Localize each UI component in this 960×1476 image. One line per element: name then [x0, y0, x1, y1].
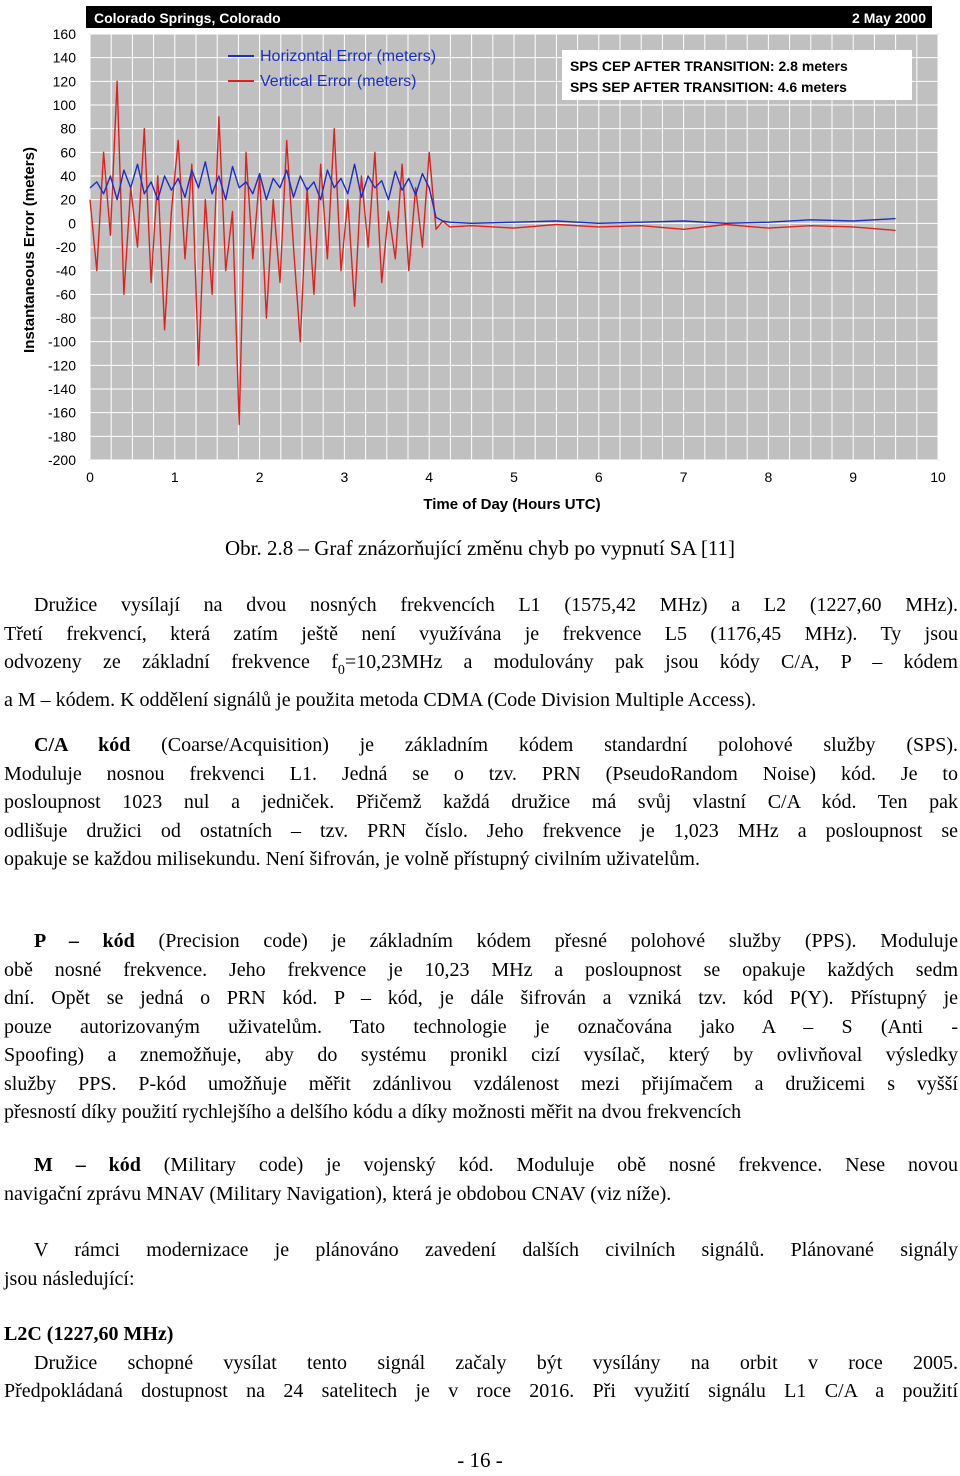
p3-line-7: přesností díky použití rychlejšího a delšího kódu a díky možnosti měřit na dvou frekvencích [4, 1101, 742, 1123]
y-tick-label: 80 [60, 120, 76, 137]
p3-line-2: obě nosné frekvence. Jeho frekvence je 10,23 MHz a posloupnost se opakuje každých sedm [4, 958, 958, 981]
p6-line-1: Družice schopné vysílat tento signál začaly být vysílány na orbit v roce 2005. [34, 1351, 958, 1374]
p4-line-1-text: (Military code) je vojenský kód. Moduluje obě nosné frekvence. Nese novou [140, 1154, 958, 1176]
p2-line-5: opakuje se každou milisekundu. Není šifrován, je volně přístupný civilním uživatelům. [4, 848, 700, 870]
x-tick-label: 2 [255, 469, 264, 485]
x-tick-label: 0 [86, 469, 94, 485]
paragraph-ca-code [4, 731, 958, 874]
y-tick-label: -80 [55, 310, 76, 326]
paragraph-p-code [4, 927, 958, 1127]
p1-line-3 [4, 648, 958, 677]
legend-vertical: Vertical Error (meters) [260, 73, 417, 90]
y-tick-label: -180 [47, 428, 76, 445]
p1-line-4: a M – kódem. K oddělení signálů je použita metoda CDMA (Code Division Multiple Access). [4, 688, 757, 711]
y-tick-label: -160 [47, 404, 76, 421]
p3-line-3: dní. Opět se jedná o PRN kód. P – kód, je dále šifrován a vzniká tzv. kód P(Y). Přístupný je [4, 987, 958, 1009]
y-tick-label: 20 [60, 191, 76, 208]
y-tick-label: -40 [55, 262, 76, 279]
p3-line-1 [4, 927, 958, 956]
annotation-sep: SPS SEP AFTER TRANSITION: 4.6 meters [570, 79, 847, 95]
p3-line-4: pouze autorizovaným uživatelům. Tato technologie je označována jako A – S (Anti - [4, 1015, 958, 1038]
p2-line-2: Moduluje nosnou frekvenci L1. Jedná se o tzv. PRN (PseudoRandom Noise) kód. Je to [4, 762, 958, 785]
x-tick-label: 9 [849, 469, 858, 485]
x-tick-label: 3 [340, 469, 349, 485]
paragraph-m-code [4, 1151, 958, 1208]
x-tick-label: 7 [679, 469, 688, 485]
y-tick-label: 120 [52, 73, 76, 90]
p5-line-1: V rámci modernizace je plánováno zavedení dalších civilních signálů. Plánované signály [34, 1239, 958, 1261]
p1-line-3b: =10,23MHz a modulovány pak jsou kódy C/A, P – kódem [344, 651, 958, 673]
p2-line-1-text: (Coarse/Acquisition) je základním kódem standardní polohové služby (SPS). [130, 734, 959, 756]
y-tick-label: -20 [55, 239, 76, 255]
y-tick-label: 160 [52, 26, 76, 42]
page-number: - 16 - [457, 1448, 503, 1472]
p5-line-2: jsou následující: [4, 1267, 135, 1290]
y-tick-labels [48, 26, 76, 468]
x-tick-label: 6 [594, 469, 603, 485]
p1-line-1: Družice vysílají na dvou nosných frekvencích L1 (1575,42 MHz) a L2 (1227,60 MHz). [34, 594, 958, 616]
paragraph-modernization [4, 1236, 958, 1293]
p1-line-2: Třetí frekvencí, která zatím ještě není využívána je frekvence L5 (1176,45 MHz). Ty jsou [4, 622, 958, 645]
y-tick-label: -60 [55, 286, 76, 303]
p3-line-6: služby PPS. P-kód umožňuje měřit zdánlivou vzdálenost mezi přijímačem a družicemi s vyšší [4, 1072, 958, 1095]
p2-line-4: odlišuje družici od ostatních – tzv. PRN číslo. Jeho frekvence je 1,023 MHz a posloupnost se [4, 819, 958, 842]
ca-code-term: C/A kód [34, 734, 131, 756]
x-tick-label: 8 [764, 469, 773, 485]
l2c-heading: L2C (1227,60 MHz) [4, 1323, 174, 1345]
error-chart [0, 0, 960, 520]
paragraph-frequencies [4, 591, 958, 714]
x-tick-label: 5 [510, 469, 518, 485]
p1-subscript: 0 [337, 663, 345, 678]
y-tick-label: -140 [47, 381, 76, 397]
y-tick-label: 100 [52, 97, 76, 113]
y-tick-label: -120 [47, 357, 76, 374]
y-tick-label: 0 [68, 215, 76, 232]
y-tick-label: 60 [60, 144, 76, 161]
y-axis-label: Instantaneous Error (meters) [21, 147, 38, 353]
annotation-cep: SPS CEP AFTER TRANSITION: 2.8 meters [570, 58, 848, 74]
p3-line-5: Spoofing) a znemožňuje, aby do systému pronikl cizí vysílač, který by ovlivňoval výsledky [4, 1044, 958, 1066]
p-code-term: P – kód [34, 930, 135, 952]
y-tick-label: 40 [60, 168, 76, 184]
p2-line-3: posloupnost 1023 nul a jedniček. Přičemž každá družice má svůj vlastní C/A kód. Ten pak [4, 791, 958, 813]
y-tick-label: 140 [52, 49, 76, 66]
section-l2c [4, 1320, 958, 1406]
chart-date: 2 May 2000 [852, 10, 926, 26]
p4-line-2: navigační zprávu MNAV (Military Navigation), která je obdobou CNAV (viz níže). [4, 1182, 672, 1205]
p4-line-1 [4, 1151, 958, 1180]
p3-line-1-text: (Precision code) je základním kódem přesné polohové služby (PPS). Moduluje [134, 930, 958, 952]
x-tick-label: 1 [170, 469, 179, 485]
y-tick-label: -100 [47, 333, 76, 350]
x-tick-label: 4 [425, 469, 434, 485]
x-tick-label: 10 [930, 469, 946, 485]
legend-horizontal: Horizontal Error (meters) [260, 48, 437, 65]
p2-line-1 [4, 731, 958, 760]
y-tick-label: -200 [47, 452, 76, 468]
figure-caption: Obr. 2.8 – Graf znázorňující změnu chyb po vypnutí SA [11] [224, 536, 736, 560]
x-axis-label: Time of Day (Hours UTC) [423, 496, 601, 513]
p6-line-2: Předpokládaná dostupnost na 24 satelitech je v roce 2016. Při využití signálu L1 C/A a použití [4, 1380, 958, 1402]
error-chart-svg [0, 0, 960, 520]
p1-line-3a: odvozeny ze základní frekvence f [4, 651, 338, 673]
m-code-term: M – kód [34, 1154, 141, 1176]
annotation-box [562, 50, 912, 100]
chart-location: Colorado Springs, Colorado [94, 10, 281, 26]
